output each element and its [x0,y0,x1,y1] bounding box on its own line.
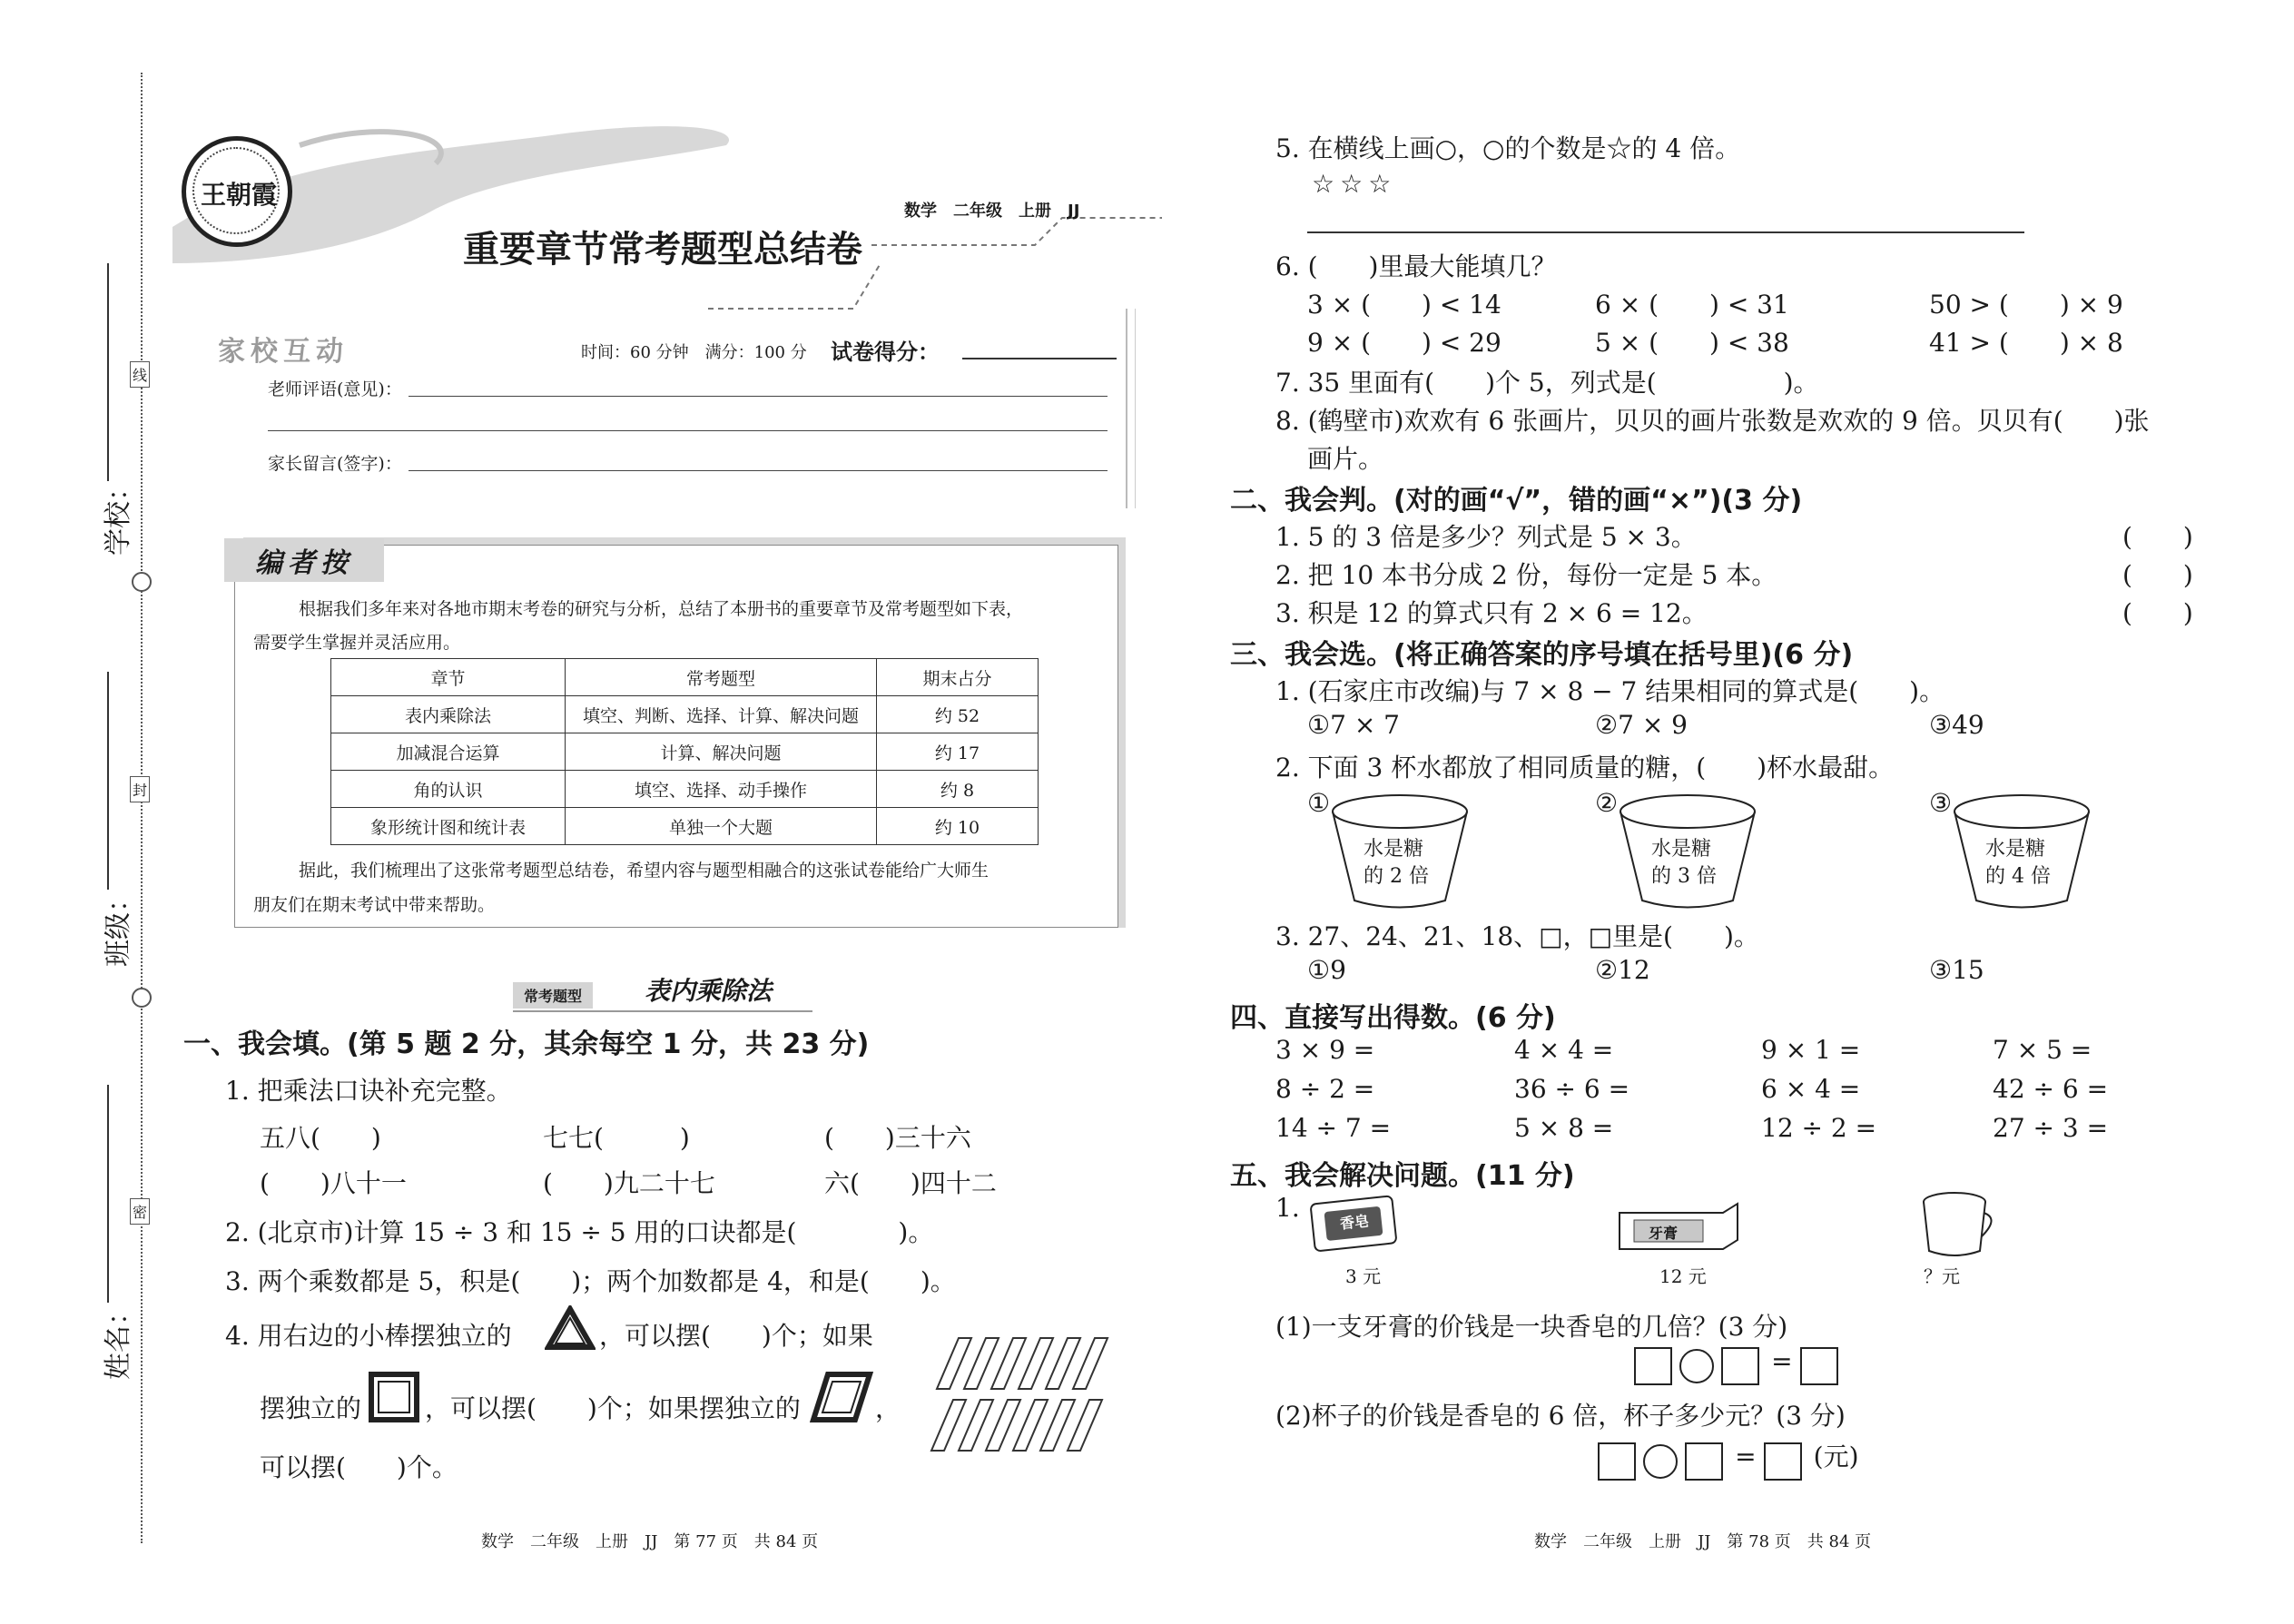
table-cell: 约 8 [877,771,1039,808]
unit-label: (元) [1813,1442,1859,1471]
editor-note-outro-2: 朋友们在期末考试中带来帮助。 [253,895,496,915]
toothpaste-item [1616,1195,1743,1294]
q4-text[interactable]: ，可以摆( )个；如果 [599,1321,873,1351]
q6-item[interactable]: 50 > ( ) × 9 [1929,290,2123,320]
judge-answer[interactable]: ( ) [2122,560,2193,590]
calc-item[interactable]: 27 ÷ 3 = [1993,1113,2109,1143]
table-row [331,808,1039,845]
cup-text-1: 水是糖 [1985,838,2046,861]
calc-item[interactable]: 7 × 5 = [1993,1035,2092,1065]
table-cell: 填空、选择、动手操作 [566,771,877,808]
section-tag: 常考题型 [513,982,593,1009]
judge-item: 2. 把 10 本书分成 2 份，每份一定是 5 本。 [1275,560,1777,590]
calc-item[interactable]: 14 ÷ 7 = [1275,1113,1392,1143]
s5-number: 1. [1275,1193,1300,1223]
choice-q3[interactable]: 3. 27、24、21、18、□，□里是( )。 [1275,921,1759,951]
teacher-comment-label: 老师评语(意见)： [268,379,402,399]
calc-item[interactable]: 6 × 4 = [1761,1074,1861,1104]
answer-box[interactable] [1598,1442,1636,1481]
square-icon [368,1371,420,1423]
choice-q1[interactable]: 1. (石家庄市改编)与 7 × 8 − 7 结果相同的算式是( )。 [1275,676,1945,706]
answer-box[interactable] [1685,1442,1723,1481]
class-label: 班级： [103,885,134,967]
choice-option: ①9 [1307,955,1346,985]
table-cell: 约 17 [877,733,1039,771]
q1-blank[interactable]: ( )九二十七 [543,1168,715,1198]
table-row [331,771,1039,808]
s5-q1: (1)一支牙膏的价钱是一块香皂的几倍？(3 分) [1275,1312,1788,1342]
equals-sign: = [1735,1442,1757,1471]
answer-box[interactable] [1800,1347,1838,1385]
q4-text: 摆独立的 [260,1393,362,1423]
logo-text: 王朝霞 [201,180,278,210]
section-title: 表内乘除法 [645,976,773,1006]
cup-option-2 [1595,788,1795,915]
calc-item[interactable]: 3 × 9 = [1275,1035,1375,1065]
q6-item[interactable]: 5 × ( ) < 38 [1595,328,1789,358]
subject-tag: 数学 二年级 上册 JJ [904,202,1080,221]
q6-item[interactable]: 9 × ( ) < 29 [1307,328,1501,358]
soap-item [1307,1191,1425,1291]
time-info: 时间：60 分钟 满分：100 分 [581,343,807,362]
answer-box[interactable] [1634,1347,1672,1385]
q6-item[interactable]: 6 × ( ) < 31 [1595,290,1789,320]
soap-label: 香皂 [1339,1212,1371,1233]
cup-number: ① [1307,788,1331,818]
binding-mark-feng: 封 [130,776,150,802]
choice-option: ③49 [1929,710,1984,740]
calc-item[interactable]: 5 × 8 = [1514,1113,1614,1143]
home-school-box [218,327,1108,490]
q1-blank[interactable]: 七七( ) [543,1123,690,1153]
table-header: 期末占分 [877,659,1039,696]
school-label: 学校： [103,474,134,556]
q2[interactable]: 2. (北京市)计算 15 ÷ 3 和 15 ÷ 5 用的口诀都是( )。 [225,1217,934,1247]
table-header: 常考题型 [566,659,877,696]
equation-2[interactable] [1598,1437,1859,1481]
cup-text-2: 的 4 倍 [1985,865,2051,888]
cup-price: ？元 [1924,1265,1960,1287]
score-input[interactable] [962,358,1117,359]
cup-item [1911,1186,2020,1294]
answer-box[interactable] [1721,1347,1759,1385]
calc-item[interactable]: 9 × 1 = [1761,1035,1861,1065]
mug-icon [1911,1186,2002,1262]
table-row [331,696,1039,733]
table-cell: 约 10 [877,808,1039,845]
q5-stars: ☆☆☆ [1312,169,1397,199]
parent-comment-label: 家长留言(签字)： [268,454,402,474]
q4-text: ， [875,1393,901,1423]
choice-option: ③15 [1929,955,1984,985]
q1-blank[interactable]: ( )三十六 [824,1123,971,1153]
section-2-title: 二、我会判。(对的画“√”，错的画“×”)(3 分) [1230,485,1803,517]
cup-option-1 [1307,788,1507,915]
judge-answer[interactable]: ( ) [2122,522,2193,552]
dotted-binding-line [141,73,143,1543]
binding-hole-1 [132,572,152,592]
q6-item[interactable]: 3 × ( ) < 14 [1307,290,1501,320]
table-cell: 单独一个大题 [566,808,877,845]
page-title: 重要章节常考题型总结卷 [463,228,862,271]
name-field[interactable] [91,1085,134,1393]
table-row [331,733,1039,771]
table-header: 章节 [331,659,566,696]
binding-hole-2 [132,988,152,1008]
operator-circle[interactable] [1643,1444,1678,1479]
section-3-title: 三、我会选。(将正确答案的序号填在括号里)(6 分) [1230,639,1854,671]
cup-number: ③ [1929,788,1953,818]
soap-price: 3 元 [1345,1265,1382,1287]
parent-comment-input[interactable] [409,470,1108,471]
footer-left: 数学 二年级 上册 JJ 第 77 页 共 84 页 [481,1532,819,1551]
cup-text-1: 水是糖 [1651,838,1712,861]
calc-item[interactable]: 12 ÷ 2 = [1761,1113,1877,1143]
calc-item[interactable]: 42 ÷ 6 = [1993,1074,2109,1104]
q7[interactable]: 7. 35 里面有( )个 5，列式是( )。 [1275,368,1819,398]
publisher-logo [182,136,292,247]
choice-q2[interactable]: 2. 下面 3 杯水都放了相同质量的糖，( )杯水最甜。 [1275,753,1895,782]
editor-note-intro-2: 需要学生掌握并灵活应用。 [253,633,461,653]
binding-margin [0,0,154,1624]
sticks-illustration [926,1334,1144,1471]
home-school-label: 家校互动 [218,336,349,368]
cup-option-3 [1929,788,2129,915]
editor-note-intro: 根据我们多年来对各地市期末考卷的研究与分析，总结了本册书的重要章节及常考题型如下表， [299,599,1024,619]
q5-answer-line[interactable] [1307,231,2024,233]
calc-item[interactable]: 36 ÷ 6 = [1514,1074,1630,1104]
class-field[interactable] [91,672,134,980]
table-cell: 加减混合运算 [331,733,566,771]
calc-item[interactable]: 4 × 4 = [1514,1035,1614,1065]
table-cell: 填空、判断、选择、计算、解决问题 [566,696,877,733]
q1-blank[interactable]: ( )八十一 [260,1168,407,1198]
editor-note-title: 编者按 [224,538,384,582]
cup-text-1: 水是糖 [1364,838,1424,861]
judge-item: 1. 5 的 3 倍是多少？列式是 5 × 3。 [1275,522,1697,552]
cup-text-2: 的 3 倍 [1651,865,1717,888]
q4-text[interactable]: 可以摆( )个。 [260,1452,458,1482]
editor-note-box [234,545,1118,928]
calc-item[interactable]: 8 ÷ 2 = [1275,1074,1375,1104]
equation-1[interactable] [1634,1346,1838,1385]
q4-text[interactable]: ，可以摆( )个；如果摆独立的 [425,1393,801,1423]
s5-q2: (2)杯子的价钱是香皂的 6 倍，杯子多少元？(3 分) [1275,1401,1846,1431]
table-cell: 约 52 [877,696,1039,733]
choice-option: ②7 × 9 [1595,710,1688,740]
section-underline [513,1010,812,1012]
table-header-row [331,659,1039,696]
section-1-title: 一、我会填。(第 5 题 2 分，其余每空 1 分，共 23 分) [183,1029,870,1060]
section-5-title: 五、我会解决问题。(11 分) [1230,1160,1575,1192]
parallelogram-icon [810,1371,873,1423]
q6: 6. ( )里最大能填几？ [1275,251,1557,281]
name-label: 姓名： [103,1298,134,1380]
judge-answer[interactable]: ( ) [2122,598,2193,628]
q1-blank[interactable]: 六( )四十二 [824,1168,997,1198]
binding-mark-mi: 密 [130,1198,150,1225]
teacher-comment-input[interactable] [409,396,1108,397]
table-cell: 象形统计图和统计表 [331,808,566,845]
binding-mark-xian: 线 [130,361,150,388]
table-cell: 表内乘除法 [331,696,566,733]
q5: 5. 在横线上画○，○的个数是☆的 4 倍。 [1275,133,1741,163]
section-4-title: 四、直接写出得数。(6 分) [1230,1002,1556,1034]
q6-item[interactable]: 41 > ( ) × 8 [1929,328,2123,358]
chapter-table [330,658,1039,845]
school-field[interactable] [91,263,134,572]
cup-text-2: 的 2 倍 [1364,865,1429,888]
answer-box[interactable] [1764,1442,1802,1481]
choice-option: ②12 [1595,955,1650,985]
q1: 1. 把乘法口诀补充完整。 [225,1076,512,1106]
cup-number: ② [1595,788,1619,818]
teacher-comment-line-2 [268,430,1108,431]
judge-item: 3. 积是 12 的算式只有 2 × 6 = 12。 [1275,598,1708,628]
score-label: 试卷得分： [831,339,940,365]
toothpaste-icon [1616,1195,1743,1258]
q4-text: 4. 用右边的小棒摆独立的 [225,1321,512,1351]
choice-option: ①7 × 7 [1307,710,1400,740]
triangle-icon [545,1305,596,1351]
q1-blank[interactable]: 五八( ) [260,1123,381,1153]
footer-right: 数学 二年级 上册 JJ 第 78 页 共 84 页 [1534,1532,1872,1551]
q3[interactable]: 3. 两个乘数都是 5，积是( )；两个加数都是 4，和是( )。 [225,1266,956,1296]
editor-note-outro: 据此，我们梳理出了这张常考题型总结卷，希望内容与题型相融合的这张试卷能给广大师生 [299,861,989,881]
toothpaste-price: 12 元 [1659,1265,1707,1287]
table-cell: 计算、解决问题 [566,733,877,771]
equals-sign: = [1771,1346,1793,1376]
q8[interactable]: 8. (鹤壁市)欢欢有 6 张画片，贝贝的画片张数是欢欢的 9 倍。贝贝有( )张 [1275,406,2150,436]
operator-circle[interactable] [1679,1349,1714,1383]
toothpaste-label: 牙膏 [1649,1225,1679,1242]
q8-cont: 画片。 [1307,444,1384,474]
table-cell: 角的认识 [331,771,566,808]
